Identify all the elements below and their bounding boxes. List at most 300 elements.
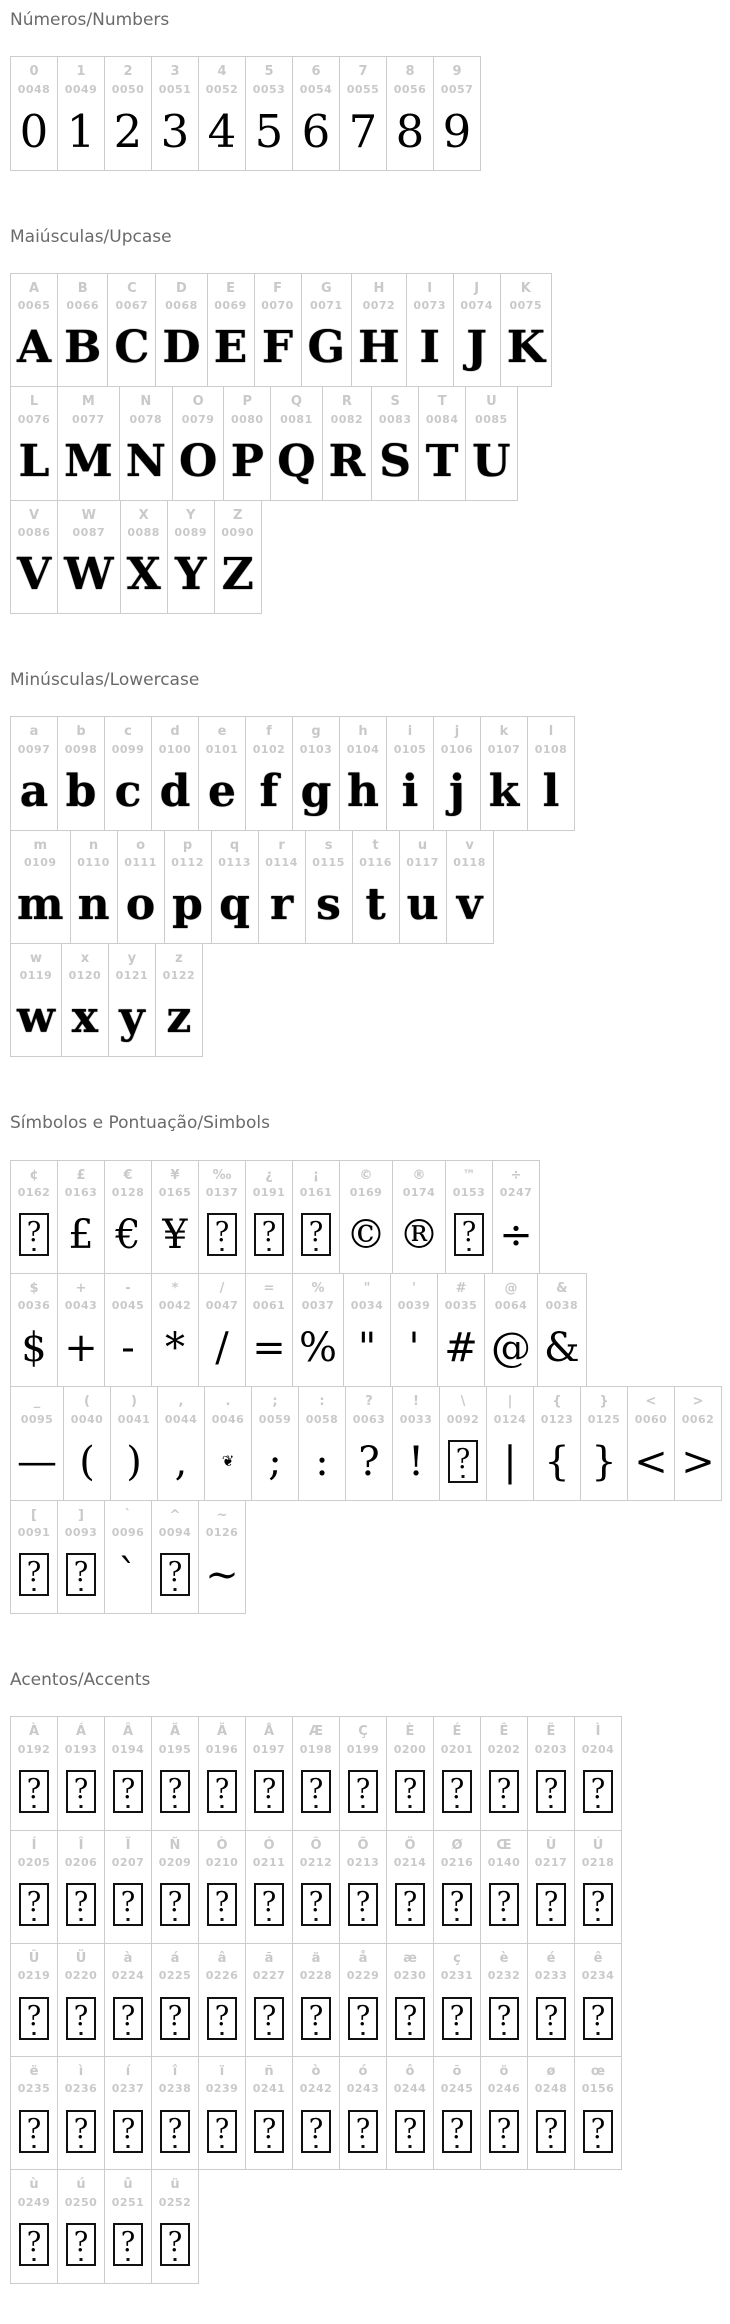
glyph: n — [77, 878, 110, 930]
section-uppercase — [10, 227, 730, 614]
char-cell-0113 — [211, 831, 258, 943]
char-cell-0043 — [57, 1274, 104, 1386]
cell-char-label: é — [546, 1950, 556, 1966]
section-numbers — [10, 10, 730, 171]
notdef-box-glyph: ? — [536, 2110, 566, 2153]
cell-glyph — [407, 875, 439, 935]
cell-glyph — [160, 1988, 190, 2048]
char-row — [10, 943, 203, 1057]
cell-code-label: 0249 — [17, 2195, 51, 2209]
cell-code-label: 0095 — [20, 1412, 54, 1426]
glyph: X — [126, 548, 161, 600]
cell-char-label: G — [320, 281, 332, 297]
notdef-box-glyph: ? — [254, 1770, 284, 1813]
notdef-box-glyph: ? — [254, 1883, 284, 1926]
glyph: ¥ — [162, 1211, 188, 1258]
cell-code-label: 0209 — [158, 1855, 192, 1869]
cell-char-label: g — [311, 724, 321, 740]
notdef-box-glyph: ? — [113, 1883, 143, 1926]
char-cell-0246 — [480, 2057, 527, 2169]
glyph: ÷ — [499, 1211, 533, 1258]
char-cell-0080 — [223, 387, 270, 499]
char-cell-0226 — [198, 1944, 245, 2056]
cell-code-label: 0161 — [299, 1185, 333, 1199]
cell-glyph — [466, 318, 487, 378]
cell-code-label: 0124 — [493, 1412, 527, 1426]
cell-char-label: ^ — [169, 1507, 181, 1523]
char-cell-0207 — [104, 1831, 151, 1943]
char-cell-0126 — [198, 1501, 245, 1613]
char-row — [10, 2056, 622, 2170]
notdef-box-glyph: ? — [160, 2223, 190, 2266]
cell-code-label: 0237 — [111, 2082, 145, 2096]
cell-char-label: [ — [31, 1507, 37, 1523]
char-row — [10, 1830, 622, 1944]
notdef-box-glyph: ? — [113, 2110, 143, 2153]
cell-char-label: R — [341, 394, 352, 410]
cell-char-label: x — [80, 950, 90, 966]
cell-char-label: - — [125, 1280, 131, 1296]
cell-char-label: n — [88, 837, 99, 853]
cell-glyph — [114, 102, 143, 162]
cell-glyph — [536, 1988, 566, 2048]
notdef-box-glyph: ? — [207, 1997, 237, 2040]
glyph: M — [64, 435, 113, 487]
cell-glyph — [349, 102, 378, 162]
glyph: B — [64, 322, 102, 374]
glyph: & — [544, 1325, 580, 1372]
char-cell-0210 — [198, 1831, 245, 1943]
cell-code-label: 0120 — [68, 969, 102, 983]
cell-glyph — [19, 1875, 49, 1935]
cell-glyph — [442, 2101, 472, 2161]
cell-code-label: 0057 — [440, 82, 474, 96]
cell-glyph — [175, 1432, 188, 1492]
cell-glyph — [207, 2101, 237, 2161]
cell-char-label: " — [363, 1280, 371, 1296]
cell-glyph — [348, 1762, 378, 1822]
cell-glyph — [277, 432, 315, 492]
char-cell-0163 — [57, 1161, 104, 1273]
char-cell-0067 — [107, 274, 155, 386]
cell-glyph — [358, 318, 400, 378]
cell-code-label: 0062 — [681, 1412, 715, 1426]
notdef-box-glyph: ? — [395, 1770, 425, 1813]
char-row — [10, 386, 518, 500]
cell-glyph — [443, 102, 472, 162]
cell-glyph — [308, 318, 346, 378]
char-cell-0192 — [11, 1717, 57, 1829]
cell-code-label: 0218 — [581, 1855, 615, 1869]
cell-char-label: ¡ — [313, 1167, 319, 1183]
cell-char-label: v — [465, 837, 474, 853]
cell-char-label: ¿ — [265, 1167, 273, 1183]
cell-code-label: 0234 — [581, 1969, 615, 1983]
char-cell-0109 — [11, 831, 70, 943]
glyph: g — [300, 765, 332, 817]
char-cell-0191 — [245, 1161, 292, 1273]
cell-char-label: Ç — [358, 1724, 368, 1740]
cell-code-label: 0121 — [115, 969, 149, 983]
cell-glyph — [66, 1988, 96, 2048]
glyph: ! — [407, 1438, 425, 1485]
char-cell-0108 — [527, 717, 574, 829]
char-cell-0079 — [172, 387, 223, 499]
notdef-box-glyph: ? — [448, 1440, 478, 1483]
cell-glyph — [66, 2101, 96, 2161]
char-cell-0137 — [198, 1161, 245, 1273]
cell-code-label: 0080 — [230, 412, 264, 426]
glyph: } — [591, 1438, 617, 1485]
char-cell-0039 — [390, 1274, 437, 1386]
char-cell-0049 — [57, 57, 104, 169]
cell-code-label: 0228 — [299, 1969, 333, 1983]
char-cell-0124 — [486, 1387, 533, 1499]
cell-code-label: 0119 — [19, 969, 53, 983]
notdef-box-glyph: ? — [160, 1883, 190, 1926]
cell-code-label: 0199 — [346, 1742, 380, 1756]
char-row — [10, 1160, 540, 1274]
cell-code-label: 0220 — [64, 1969, 98, 1983]
cell-glyph — [19, 1205, 49, 1265]
cell-glyph — [302, 102, 331, 162]
cell-char-label: ? — [365, 1394, 373, 1410]
char-cell-0054 — [292, 57, 339, 169]
char-cell-0069 — [207, 274, 254, 386]
char-cell-0074 — [453, 274, 500, 386]
glyph: * — [165, 1325, 185, 1372]
cell-glyph — [544, 1318, 580, 1378]
cell-code-label: 0115 — [312, 855, 345, 869]
glyph: Z — [221, 548, 254, 600]
cell-code-label: 0232 — [487, 1969, 521, 1983]
cell-glyph — [66, 1545, 96, 1605]
cell-code-label: 0070 — [261, 299, 294, 313]
cell-char-label: ¥ — [170, 1167, 180, 1183]
char-cell-0056 — [386, 57, 433, 169]
char-cell-0090 — [214, 501, 261, 613]
cell-glyph — [442, 1875, 472, 1935]
cell-char-label: J — [474, 281, 480, 297]
cell-code-label: 0037 — [301, 1299, 335, 1313]
cell-code-label: 0097 — [17, 742, 51, 756]
cell-char-label: Æ — [308, 1724, 324, 1740]
cell-char-label: Ò — [216, 1837, 228, 1853]
cell-char-label: Z — [232, 507, 243, 523]
glyph: — — [17, 1438, 57, 1485]
glyph: R — [328, 435, 366, 487]
cell-char-label: D — [176, 281, 187, 297]
cell-code-label: 0109 — [23, 855, 57, 869]
cell-code-label: 0082 — [330, 412, 364, 426]
glyph: k — [488, 765, 520, 817]
glyph: 6 — [301, 105, 331, 159]
cell-code-label: 0191 — [252, 1185, 286, 1199]
cell-char-label: $ — [29, 1280, 39, 1296]
notdef-box-glyph: ? — [489, 1770, 519, 1813]
cell-char-label: V — [29, 507, 40, 523]
char-cell-0102 — [245, 717, 292, 829]
cell-glyph — [118, 1545, 138, 1605]
char-cell-0224 — [104, 1944, 151, 2056]
cell-code-label: 0090 — [221, 525, 255, 539]
char-cell-0204 — [574, 1717, 621, 1829]
glyph: e — [208, 765, 236, 817]
char-cell-0161 — [292, 1161, 339, 1273]
cell-code-label: 0245 — [440, 2082, 474, 2096]
glyph: $ — [21, 1325, 47, 1372]
glyph: ❦ — [221, 1452, 235, 1471]
cell-char-label: Ö — [404, 1837, 416, 1853]
cell-char-label: / — [219, 1280, 225, 1296]
char-cell-0199 — [339, 1717, 386, 1829]
cell-glyph — [396, 102, 425, 162]
glyph: Y — [174, 548, 207, 600]
cell-glyph — [262, 318, 293, 378]
cell-code-label: 0153 — [452, 1185, 486, 1199]
char-row — [10, 2169, 199, 2283]
char-cell-0197 — [245, 1717, 292, 1829]
cell-char-label: @ — [504, 1280, 518, 1296]
cell-char-label: E — [226, 281, 235, 297]
cell-char-label: { — [552, 1394, 562, 1410]
cell-code-label: 0044 — [164, 1412, 198, 1426]
cell-glyph — [79, 1432, 95, 1492]
char-cell-0041 — [110, 1387, 157, 1499]
notdef-box-glyph: ? — [489, 1883, 519, 1926]
char-cell-0076 — [11, 387, 57, 499]
cell-glyph — [114, 318, 149, 378]
char-cell-0236 — [57, 2057, 104, 2169]
notdef-box-glyph: ? — [583, 1883, 613, 1926]
cell-code-label: 0224 — [111, 1969, 145, 1983]
char-cell-0085 — [465, 387, 516, 499]
cell-glyph — [20, 762, 49, 822]
char-cell-0103 — [292, 717, 339, 829]
cell-char-label: & — [556, 1280, 568, 1296]
glyph: I — [419, 322, 440, 374]
char-cell-0122 — [155, 944, 202, 1056]
glyph: : — [315, 1438, 329, 1485]
char-cell-0100 — [151, 717, 198, 829]
cell-code-label: 0058 — [305, 1412, 339, 1426]
glyph: D — [162, 322, 201, 374]
cell-glyph — [222, 545, 254, 605]
cell-char-label: H — [373, 281, 385, 297]
cell-glyph — [583, 1988, 613, 2048]
cell-glyph — [215, 1318, 228, 1378]
glyph: G — [307, 322, 346, 374]
cell-char-label: © — [359, 1167, 373, 1183]
cell-code-label: 0243 — [346, 2082, 380, 2096]
cell-code-label: 0231 — [440, 1969, 474, 1983]
cell-glyph — [207, 1762, 237, 1822]
cell-char-label: # — [455, 1280, 467, 1296]
cell-glyph — [160, 2215, 190, 2275]
cell-code-label: 0106 — [440, 742, 474, 756]
cell-char-label: ` — [124, 1507, 132, 1523]
cell-char-label: l — [548, 724, 554, 740]
cell-char-label: ! — [413, 1394, 419, 1410]
cell-char-label: Â — [122, 1724, 134, 1740]
cell-code-label: 0123 — [540, 1412, 574, 1426]
notdef-box-glyph: ? — [160, 1770, 190, 1813]
cell-glyph — [207, 1988, 237, 2048]
char-cell-0212 — [292, 1831, 339, 1943]
cell-glyph — [19, 2101, 49, 2161]
cell-code-label: 0250 — [64, 2195, 98, 2209]
cell-glyph — [543, 762, 560, 822]
cell-code-label: 0040 — [70, 1412, 104, 1426]
notdef-box-glyph: ? — [583, 2110, 613, 2153]
cell-code-label: 0235 — [17, 2082, 51, 2096]
notdef-box-glyph: ? — [348, 1883, 378, 1926]
cell-char-label: Ä — [216, 1724, 228, 1740]
cell-glyph — [64, 318, 101, 378]
char-cell-0232 — [480, 1944, 527, 2056]
char-cell-0042 — [151, 1274, 198, 1386]
cell-char-label: = — [263, 1280, 275, 1296]
char-cell-0250 — [57, 2170, 104, 2282]
char-cell-0174 — [392, 1161, 445, 1273]
char-cell-0239 — [198, 2057, 245, 2169]
cell-glyph — [113, 1875, 143, 1935]
char-cell-0061 — [245, 1274, 292, 1386]
glyph: < — [634, 1438, 668, 1485]
glyph: ~ — [205, 1551, 239, 1598]
cell-char-label: q — [229, 837, 240, 853]
cell-glyph — [160, 1762, 190, 1822]
cell-glyph — [395, 1988, 425, 2048]
cell-glyph — [444, 1318, 478, 1378]
cell-glyph — [268, 1432, 281, 1492]
cell-glyph — [64, 432, 113, 492]
glyph: S — [379, 435, 412, 487]
char-cell-0051 — [151, 57, 198, 169]
cell-glyph — [113, 1988, 143, 2048]
notdef-box-glyph: ? — [207, 1770, 237, 1813]
cell-glyph — [72, 988, 98, 1048]
glyph: Q — [277, 435, 316, 487]
cell-glyph — [491, 1318, 531, 1378]
cell-char-label: Ù — [545, 1837, 557, 1853]
char-cell-0116 — [352, 831, 399, 943]
cell-glyph — [536, 1762, 566, 1822]
cell-glyph — [68, 1205, 93, 1265]
cell-glyph — [66, 1762, 96, 1822]
cell-glyph — [348, 1988, 378, 2048]
cell-glyph — [19, 432, 50, 492]
cell-char-label: a — [29, 724, 39, 740]
cell-glyph — [254, 2101, 284, 2161]
char-cell-0123 — [533, 1387, 580, 1499]
cell-char-label: i — [407, 724, 413, 740]
notdef-box-glyph: ? — [442, 1770, 472, 1813]
char-cell-0097 — [11, 717, 57, 829]
cell-code-label: 0202 — [487, 1742, 521, 1756]
cell-code-label: 0219 — [17, 1969, 51, 1983]
cell-code-label: 0122 — [162, 969, 196, 983]
cell-char-label: Û — [28, 1950, 40, 1966]
cell-code-label: 0156 — [581, 2082, 615, 2096]
cell-glyph — [19, 1762, 49, 1822]
cell-char-label: Ü — [75, 1950, 87, 1966]
cell-code-label: 0236 — [64, 2082, 98, 2096]
cell-code-label: 0085 — [475, 412, 508, 426]
glyph: f — [259, 765, 279, 817]
cell-char-label: 8 — [405, 64, 415, 80]
cell-char-label: ù — [29, 2177, 39, 2193]
cell-code-label: 0192 — [17, 1742, 51, 1756]
char-cell-0115 — [305, 831, 352, 943]
notdef-box-glyph: ? — [113, 2223, 143, 2266]
glyph: y — [119, 992, 145, 1044]
cell-code-label: 0195 — [158, 1742, 192, 1756]
cell-char-label: Î — [78, 1837, 84, 1853]
cell-code-label: 0206 — [64, 1855, 98, 1869]
cell-char-label: £ — [76, 1167, 86, 1183]
cell-glyph — [301, 1988, 331, 2048]
cell-char-label: 9 — [452, 64, 462, 80]
cell-code-label: 0213 — [346, 1855, 380, 1869]
cell-code-label: 0197 — [252, 1742, 286, 1756]
cell-code-label: 0083 — [378, 412, 412, 426]
glyph: F — [261, 322, 294, 374]
notdef-box-glyph: ? — [301, 1213, 331, 1256]
char-cell-0225 — [151, 1944, 198, 2056]
cell-code-label: 0227 — [252, 1969, 286, 1983]
char-cell-0050 — [104, 57, 151, 169]
cell-code-label: 0114 — [265, 855, 298, 869]
cell-glyph — [449, 762, 465, 822]
cell-code-label: 0060 — [634, 1412, 668, 1426]
char-cell-0078 — [119, 387, 172, 499]
cell-glyph — [426, 432, 459, 492]
char-cell-0058 — [298, 1387, 345, 1499]
char-cell-0209 — [151, 1831, 198, 1943]
cell-code-label: 0216 — [440, 1855, 474, 1869]
char-cell-0062 — [674, 1387, 721, 1499]
notdef-box-glyph: ? — [66, 1883, 96, 1926]
notdef-box-glyph: ? — [395, 2110, 425, 2153]
cell-glyph — [21, 1318, 46, 1378]
glyph: = — [252, 1325, 286, 1372]
glyph: ' — [408, 1325, 420, 1372]
cell-char-label: ; — [272, 1394, 278, 1410]
cell-char-label: p — [182, 837, 193, 853]
char-cell-0055 — [339, 57, 386, 169]
cell-glyph — [64, 1318, 98, 1378]
cell-char-label: ç — [453, 1950, 461, 1966]
char-cell-0233 — [527, 1944, 574, 2056]
cell-glyph — [222, 1432, 235, 1492]
cell-char-label: ] — [78, 1507, 84, 1523]
cell-char-label: r — [278, 837, 285, 853]
cell-char-label: m — [33, 837, 48, 853]
char-cell-0218 — [574, 1831, 621, 1943]
notdef-box-glyph: ? — [301, 1770, 331, 1813]
cell-code-label: 0201 — [440, 1742, 474, 1756]
cell-glyph — [19, 2215, 49, 2275]
cell-glyph — [160, 1875, 190, 1935]
char-cell-0121 — [108, 944, 155, 1056]
cell-char-label: P — [242, 394, 253, 410]
cell-char-label: d — [170, 724, 180, 740]
glyph: 3 — [160, 105, 190, 159]
cell-glyph — [17, 545, 51, 605]
char-cell-0227 — [245, 1944, 292, 2056]
section-lowercase — [10, 670, 730, 1057]
